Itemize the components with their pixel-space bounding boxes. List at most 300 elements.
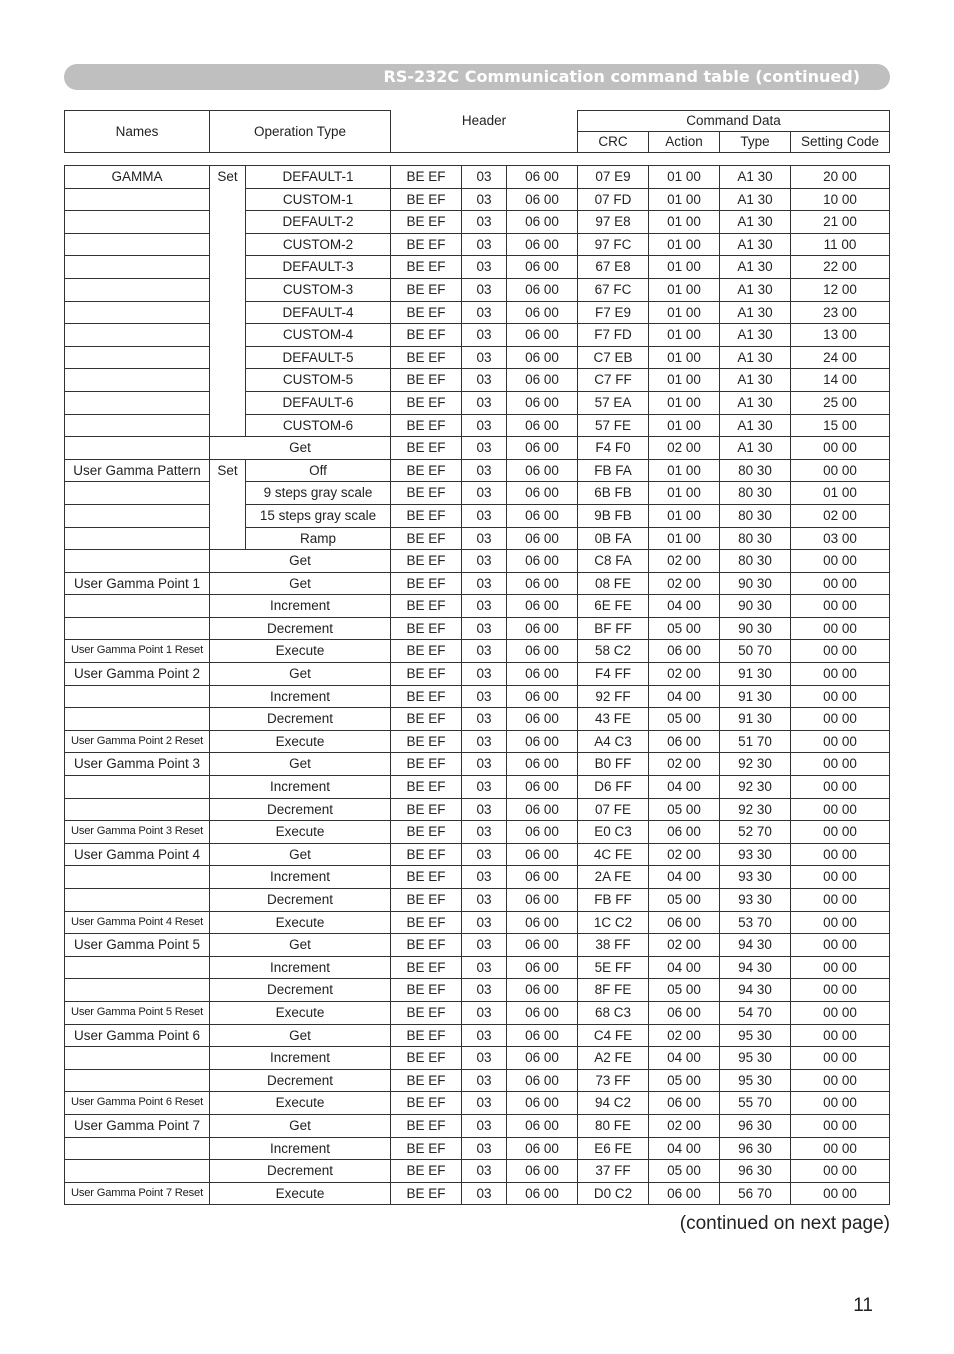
action-cell: 05 00: [649, 798, 720, 821]
header-03: 03: [462, 166, 507, 189]
table-row: [65, 346, 890, 369]
setting-code-cell: 00 00: [791, 572, 890, 595]
header-06-00: 06 00: [507, 233, 578, 256]
operation-type-cell: Get: [210, 843, 391, 866]
row-name-cell: User Gamma Point 3 Reset: [65, 821, 210, 844]
header-06-00: 06 00: [507, 685, 578, 708]
header-06-00: 06 00: [507, 1092, 578, 1115]
type-cell: 95 30: [720, 1047, 791, 1070]
header-06-00: 06 00: [507, 278, 578, 301]
header-06-00: 06 00: [507, 482, 578, 505]
crc-cell: 97 E8: [578, 211, 649, 234]
type-cell: 93 30: [720, 843, 791, 866]
action-cell: 04 00: [649, 866, 720, 889]
action-cell: 01 00: [649, 346, 720, 369]
header-be-ef: BE EF: [391, 459, 462, 482]
header-03: 03: [462, 572, 507, 595]
table-row: [65, 889, 890, 912]
header-be-ef: BE EF: [391, 504, 462, 527]
table-row: [65, 663, 890, 686]
header-06-00: 06 00: [507, 301, 578, 324]
header-be-ef: BE EF: [391, 1114, 462, 1137]
operation-value-cell: Ramp: [246, 527, 391, 550]
header-06-00: 06 00: [507, 459, 578, 482]
row-name-cell: [65, 866, 210, 889]
setting-code-cell: 00 00: [791, 1001, 890, 1024]
header-03: 03: [462, 753, 507, 776]
header-06-00: 06 00: [507, 369, 578, 392]
crc-cell: FB FF: [578, 889, 649, 912]
row-name-cell: User Gamma Point 7 Reset: [65, 1182, 210, 1205]
table-row: [65, 437, 890, 460]
row-name-cell: [65, 1047, 210, 1070]
section-banner: [64, 64, 890, 90]
setting-code-cell: 00 00: [791, 889, 890, 912]
crc-cell: F7 E9: [578, 301, 649, 324]
type-cell: 96 30: [720, 1114, 791, 1137]
setting-code-cell: 00 00: [791, 730, 890, 753]
crc-cell: 4C FE: [578, 843, 649, 866]
header-be-ef: BE EF: [391, 256, 462, 279]
action-cell: 02 00: [649, 550, 720, 573]
header-03: 03: [462, 414, 507, 437]
header-03: 03: [462, 1160, 507, 1183]
table-row: [65, 1182, 890, 1205]
setting-code-cell: 00 00: [791, 1160, 890, 1183]
header-be-ef: BE EF: [391, 956, 462, 979]
action-cell: 05 00: [649, 1160, 720, 1183]
header-03: 03: [462, 233, 507, 256]
header-be-ef: BE EF: [391, 821, 462, 844]
header-03: 03: [462, 617, 507, 640]
action-cell: 05 00: [649, 1069, 720, 1092]
table-row: [65, 211, 890, 234]
table-row: [65, 1114, 890, 1137]
operation-type-cell: Execute: [210, 821, 391, 844]
operation-type-cell: Decrement: [210, 1069, 391, 1092]
action-cell: 04 00: [649, 685, 720, 708]
action-cell: 02 00: [649, 934, 720, 957]
header-06-00: 06 00: [507, 550, 578, 573]
setting-code-cell: 11 00: [791, 233, 890, 256]
setting-code-cell: 00 00: [791, 776, 890, 799]
setting-code-cell: 00 00: [791, 821, 890, 844]
crc-cell: C4 FE: [578, 1024, 649, 1047]
row-name-cell: [65, 369, 210, 392]
setting-code-cell: 24 00: [791, 346, 890, 369]
row-name-cell: User Gamma Point 6: [65, 1024, 210, 1047]
col-header-setting-code: Setting Code: [791, 132, 890, 153]
header-be-ef: BE EF: [391, 843, 462, 866]
setting-code-cell: 25 00: [791, 391, 890, 414]
header-be-ef: BE EF: [391, 798, 462, 821]
setting-code-cell: 20 00: [791, 166, 890, 189]
header-03: 03: [462, 346, 507, 369]
type-cell: 51 70: [720, 730, 791, 753]
row-name-cell: [65, 685, 210, 708]
operation-value-cell: Off: [246, 459, 391, 482]
header-06-00: 06 00: [507, 1069, 578, 1092]
action-cell: 05 00: [649, 708, 720, 731]
action-cell: 02 00: [649, 437, 720, 460]
crc-cell: 07 FD: [578, 188, 649, 211]
setting-code-cell: 00 00: [791, 1024, 890, 1047]
col-header-header-cont: [391, 132, 578, 153]
type-cell: A1 30: [720, 369, 791, 392]
crc-cell: FB FA: [578, 459, 649, 482]
row-name-cell: [65, 617, 210, 640]
operation-type-cell: Increment: [210, 956, 391, 979]
row-name-cell: User Gamma Point 2 Reset: [65, 730, 210, 753]
header-03: 03: [462, 889, 507, 912]
header-06-00: 06 00: [507, 595, 578, 618]
command-table-header: [64, 110, 890, 153]
action-cell: 06 00: [649, 821, 720, 844]
header-be-ef: BE EF: [391, 211, 462, 234]
operation-value-cell: CUSTOM-6: [246, 414, 391, 437]
operation-type-cell: Get: [210, 1024, 391, 1047]
action-cell: 01 00: [649, 414, 720, 437]
row-name-cell: GAMMA: [65, 166, 210, 189]
setting-code-cell: 00 00: [791, 1069, 890, 1092]
type-cell: A1 30: [720, 324, 791, 347]
header-03: 03: [462, 1069, 507, 1092]
header-03: 03: [462, 504, 507, 527]
type-cell: A1 30: [720, 437, 791, 460]
header-06-00: 06 00: [507, 1024, 578, 1047]
action-cell: 01 00: [649, 278, 720, 301]
action-cell: 06 00: [649, 1092, 720, 1115]
header-be-ef: BE EF: [391, 1047, 462, 1070]
header-06-00: 06 00: [507, 527, 578, 550]
row-name-cell: [65, 211, 210, 234]
action-cell: 04 00: [649, 776, 720, 799]
row-name-cell: [65, 391, 210, 414]
header-be-ef: BE EF: [391, 595, 462, 618]
row-name-cell: [65, 979, 210, 1002]
setting-code-cell: 12 00: [791, 278, 890, 301]
header-03: 03: [462, 278, 507, 301]
header-03: 03: [462, 640, 507, 663]
crc-cell: A2 FE: [578, 1047, 649, 1070]
setting-code-cell: 10 00: [791, 188, 890, 211]
header-06-00: 06 00: [507, 414, 578, 437]
type-cell: 56 70: [720, 1182, 791, 1205]
setting-code-cell: 00 00: [791, 1047, 890, 1070]
setting-code-cell: 00 00: [791, 595, 890, 618]
header-06-00: 06 00: [507, 166, 578, 189]
type-cell: 80 30: [720, 550, 791, 573]
type-cell: 92 30: [720, 798, 791, 821]
type-cell: 53 70: [720, 911, 791, 934]
type-cell: 96 30: [720, 1160, 791, 1183]
row-name-cell: User Gamma Point 4 Reset: [65, 911, 210, 934]
crc-cell: E0 C3: [578, 821, 649, 844]
crc-cell: 73 FF: [578, 1069, 649, 1092]
header-03: 03: [462, 663, 507, 686]
command-table: [64, 165, 890, 1205]
operation-type-cell: Get: [210, 550, 391, 573]
setting-code-cell: 00 00: [791, 708, 890, 731]
type-cell: 94 30: [720, 979, 791, 1002]
operation-type-cell: Execute: [210, 911, 391, 934]
row-name-cell: [65, 1160, 210, 1183]
type-cell: 95 30: [720, 1069, 791, 1092]
header-03: 03: [462, 776, 507, 799]
setting-code-cell: 15 00: [791, 414, 890, 437]
header-06-00: 06 00: [507, 776, 578, 799]
crc-cell: D6 FF: [578, 776, 649, 799]
action-cell: 06 00: [649, 911, 720, 934]
header-be-ef: BE EF: [391, 527, 462, 550]
header-be-ef: BE EF: [391, 369, 462, 392]
crc-cell: C7 FF: [578, 369, 649, 392]
operation-value-cell: 9 steps gray scale: [246, 482, 391, 505]
header-03: 03: [462, 211, 507, 234]
header-be-ef: BE EF: [391, 437, 462, 460]
setting-code-cell: 14 00: [791, 369, 890, 392]
header-06-00: 06 00: [507, 617, 578, 640]
header-06-00: 06 00: [507, 324, 578, 347]
row-name-cell: User Gamma Point 7: [65, 1114, 210, 1137]
type-cell: 92 30: [720, 753, 791, 776]
header-03: 03: [462, 188, 507, 211]
header-be-ef: BE EF: [391, 685, 462, 708]
continued-note: (continued on next page): [679, 1213, 890, 1234]
table-row: [65, 301, 890, 324]
type-cell: 90 30: [720, 595, 791, 618]
header-03: 03: [462, 1182, 507, 1205]
table-row: [65, 188, 890, 211]
header-03: 03: [462, 1047, 507, 1070]
header-03: 03: [462, 979, 507, 1002]
action-cell: 01 00: [649, 256, 720, 279]
header-be-ef: BE EF: [391, 233, 462, 256]
header-be-ef: BE EF: [391, 640, 462, 663]
table-row: [65, 1160, 890, 1183]
header-06-00: 06 00: [507, 1114, 578, 1137]
header-06-00: 06 00: [507, 956, 578, 979]
header-be-ef: BE EF: [391, 1137, 462, 1160]
operation-type-cell: Decrement: [210, 979, 391, 1002]
type-cell: A1 30: [720, 346, 791, 369]
header-06-00: 06 00: [507, 256, 578, 279]
row-name-cell: [65, 527, 210, 550]
header-03: 03: [462, 550, 507, 573]
crc-cell: 67 E8: [578, 256, 649, 279]
operation-type-cell: Execute: [210, 730, 391, 753]
operation-type-cell: Get: [210, 753, 391, 776]
table-row: [65, 1137, 890, 1160]
header-03: 03: [462, 482, 507, 505]
setting-code-cell: 00 00: [791, 798, 890, 821]
action-cell: 01 00: [649, 527, 720, 550]
crc-cell: 43 FE: [578, 708, 649, 731]
crc-cell: 58 C2: [578, 640, 649, 663]
row-name-cell: [65, 595, 210, 618]
type-cell: 80 30: [720, 504, 791, 527]
header-06-00: 06 00: [507, 730, 578, 753]
setting-code-cell: 00 00: [791, 1182, 890, 1205]
table-row: [65, 278, 890, 301]
row-name-cell: [65, 437, 210, 460]
header-06-00: 06 00: [507, 866, 578, 889]
header-06-00: 06 00: [507, 1160, 578, 1183]
table-row: [65, 708, 890, 731]
row-name-cell: [65, 414, 210, 437]
setting-code-cell: 02 00: [791, 504, 890, 527]
row-name-cell: [65, 956, 210, 979]
table-row: [65, 391, 890, 414]
table-row: [65, 369, 890, 392]
setting-code-cell: 00 00: [791, 663, 890, 686]
action-cell: 02 00: [649, 753, 720, 776]
operation-value-cell: CUSTOM-5: [246, 369, 391, 392]
table-row: [65, 1069, 890, 1092]
row-name-cell: User Gamma Point 1 Reset: [65, 640, 210, 663]
header-be-ef: BE EF: [391, 889, 462, 912]
crc-cell: 07 FE: [578, 798, 649, 821]
setting-code-cell: 13 00: [791, 324, 890, 347]
table-row: [65, 685, 890, 708]
crc-cell: 97 FC: [578, 233, 649, 256]
row-name-cell: [65, 550, 210, 573]
table-row: [65, 527, 890, 550]
header-06-00: 06 00: [507, 1137, 578, 1160]
operation-value-cell: DEFAULT-4: [246, 301, 391, 324]
header-03: 03: [462, 708, 507, 731]
header-be-ef: BE EF: [391, 663, 462, 686]
operation-set-cell: Set: [210, 166, 246, 437]
header-03: 03: [462, 1092, 507, 1115]
crc-cell: 92 FF: [578, 685, 649, 708]
col-header-crc: CRC: [578, 132, 649, 153]
row-name-cell: User Gamma Pattern: [65, 459, 210, 482]
row-name-cell: [65, 708, 210, 731]
crc-cell: 57 EA: [578, 391, 649, 414]
setting-code-cell: 00 00: [791, 934, 890, 957]
header-be-ef: BE EF: [391, 572, 462, 595]
operation-type-cell: Get: [210, 572, 391, 595]
type-cell: 80 30: [720, 482, 791, 505]
table-row: [65, 911, 890, 934]
header-be-ef: BE EF: [391, 1160, 462, 1183]
table-row: [65, 166, 890, 189]
action-cell: 01 00: [649, 301, 720, 324]
header-03: 03: [462, 437, 507, 460]
col-header-names: Names: [65, 111, 210, 153]
col-header-operation-type: Operation Type: [210, 111, 391, 153]
crc-cell: 67 FC: [578, 278, 649, 301]
table-row: [65, 979, 890, 1002]
table-row: [65, 617, 890, 640]
crc-cell: 8F FE: [578, 979, 649, 1002]
crc-cell: 6E FE: [578, 595, 649, 618]
header-be-ef: BE EF: [391, 550, 462, 573]
row-name-cell: [65, 482, 210, 505]
crc-cell: 94 C2: [578, 1092, 649, 1115]
crc-cell: 0B FA: [578, 527, 649, 550]
header-be-ef: BE EF: [391, 979, 462, 1002]
type-cell: A1 30: [720, 211, 791, 234]
crc-cell: BF FF: [578, 617, 649, 640]
action-cell: 05 00: [649, 979, 720, 1002]
table-row: [65, 256, 890, 279]
header-be-ef: BE EF: [391, 776, 462, 799]
type-cell: A1 30: [720, 188, 791, 211]
action-cell: 02 00: [649, 843, 720, 866]
crc-cell: B0 FF: [578, 753, 649, 776]
crc-cell: F4 FF: [578, 663, 649, 686]
action-cell: 02 00: [649, 663, 720, 686]
action-cell: 04 00: [649, 956, 720, 979]
type-cell: 90 30: [720, 617, 791, 640]
header-be-ef: BE EF: [391, 934, 462, 957]
type-cell: 80 30: [720, 527, 791, 550]
operation-type-cell: Decrement: [210, 798, 391, 821]
table-row: [65, 821, 890, 844]
col-header-command-data: Command Data: [578, 111, 890, 132]
header-06-00: 06 00: [507, 979, 578, 1002]
operation-type-cell: Increment: [210, 595, 391, 618]
action-cell: 02 00: [649, 572, 720, 595]
setting-code-cell: 01 00: [791, 482, 890, 505]
setting-code-cell: 00 00: [791, 956, 890, 979]
type-cell: A1 30: [720, 278, 791, 301]
header-06-00: 06 00: [507, 504, 578, 527]
header-03: 03: [462, 798, 507, 821]
type-cell: 91 30: [720, 663, 791, 686]
header-be-ef: BE EF: [391, 1069, 462, 1092]
action-cell: 01 00: [649, 233, 720, 256]
crc-cell: D0 C2: [578, 1182, 649, 1205]
setting-code-cell: 00 00: [791, 979, 890, 1002]
header-03: 03: [462, 1114, 507, 1137]
header-06-00: 06 00: [507, 1001, 578, 1024]
header-03: 03: [462, 369, 507, 392]
crc-cell: 2A FE: [578, 866, 649, 889]
type-cell: 50 70: [720, 640, 791, 663]
action-cell: 05 00: [649, 889, 720, 912]
type-cell: A1 30: [720, 256, 791, 279]
header-be-ef: BE EF: [391, 708, 462, 731]
crc-cell: 57 FE: [578, 414, 649, 437]
header-03: 03: [462, 1001, 507, 1024]
row-name-cell: [65, 798, 210, 821]
type-cell: 91 30: [720, 708, 791, 731]
operation-value-cell: 15 steps gray scale: [246, 504, 391, 527]
action-cell: 01 00: [649, 391, 720, 414]
header-06-00: 06 00: [507, 889, 578, 912]
setting-code-cell: 22 00: [791, 256, 890, 279]
type-cell: A1 30: [720, 391, 791, 414]
row-name-cell: [65, 776, 210, 799]
operation-type-cell: Increment: [210, 685, 391, 708]
header-03: 03: [462, 685, 507, 708]
operation-type-cell: Execute: [210, 1001, 391, 1024]
crc-cell: 5E FF: [578, 956, 649, 979]
operation-value-cell: CUSTOM-1: [246, 188, 391, 211]
operation-value-cell: CUSTOM-2: [246, 233, 391, 256]
operation-value-cell: DEFAULT-2: [246, 211, 391, 234]
type-cell: 93 30: [720, 866, 791, 889]
crc-cell: 37 FF: [578, 1160, 649, 1183]
table-row: [65, 459, 890, 482]
table-row: [65, 798, 890, 821]
table-row: [65, 233, 890, 256]
header-be-ef: BE EF: [391, 391, 462, 414]
type-cell: A1 30: [720, 414, 791, 437]
